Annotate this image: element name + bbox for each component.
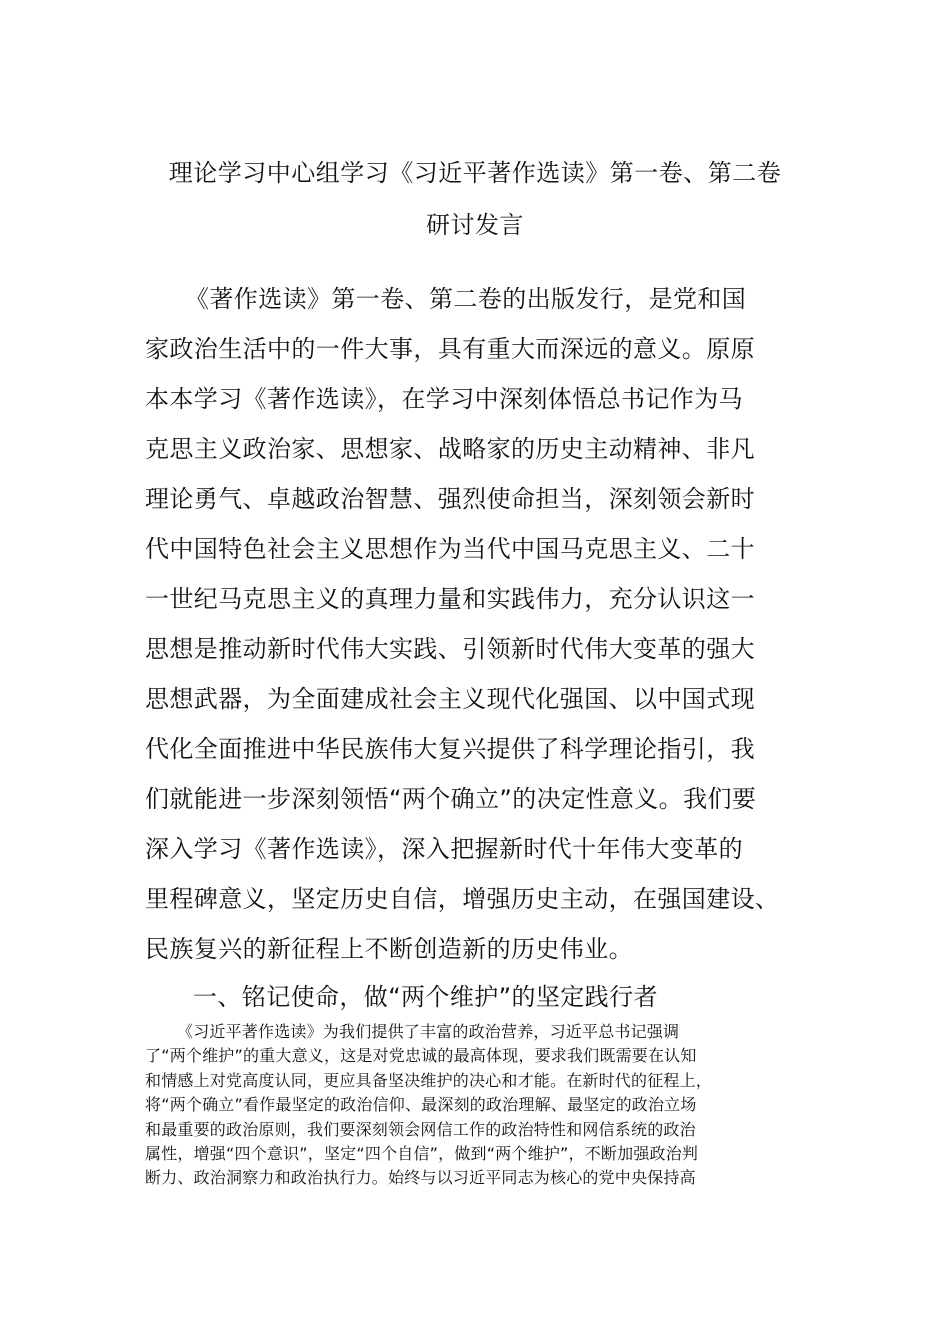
paragraph-1-line: 深入学习《著作选读》，深入把握新时代十年伟大变革的 (145, 835, 743, 863)
paragraph-1-line: 思想是推动新时代伟大实践、引领新时代伟大变革的强大 (145, 635, 755, 663)
paragraph-1-line: 代中国特色社会主义思想作为当代中国马克思主义、二十 (145, 535, 755, 563)
paragraph-1-line: 里程碑意义，坚定历史自信，增强历史主动，在强国建设、 (145, 885, 780, 913)
paragraph-1-line: 克思主义政治家、思想家、战略家的历史主动精神、非凡 (145, 435, 755, 463)
paragraph-2 (145, 1020, 810, 1191)
paragraph-2-line: 将“两个确立”看作最坚定的政治信仰、最深刻的政治理解、最坚定的政治立场 (145, 1095, 697, 1115)
paragraph-2-line: 和情感上对党高度认同，更应具备坚决维护的决心和才能。在新时代的征程上， (145, 1070, 713, 1090)
paragraph-2-line: 断力、政治洞察力和政治执行力。始终与以习近平同志为核心的党中央保持高 (145, 1168, 696, 1188)
paragraph-2-line: 属性，增强“四个意识”，坚定“四个自信”，做到“两个维护”，不断加强政治判 (145, 1143, 699, 1163)
paragraph-1-line: 思想武器，为全面建成社会主义现代化强国、以中国式现 (145, 685, 755, 713)
paragraph-1-line: 代化全面推进中华民族伟大复兴提供了科学理论指引，我 (145, 735, 755, 763)
document-title-line-1: 理论学习中心组学习《习近平著作选读》第一卷、第二卷 (168, 159, 782, 187)
paragraph-2-line: 和最重要的政治原则，我们要深刻领会网信工作的政治特性和网信系统的政治 (145, 1119, 696, 1139)
paragraph-2-line: 了“两个维护”的重大意义，这是对党忠诚的最高体现，要求我们既需要在认知 (145, 1046, 697, 1066)
paragraph-1-line: 本本学习《著作选读》，在学习中深刻体悟总书记作为马 (145, 385, 743, 413)
paragraph-1-line: 家政治生活中的一件大事，具有重大而深远的意义。原原 (145, 335, 755, 363)
paragraph-1-line: 理论勇气、卓越政治智慧、强烈使命担当，深刻领会新时 (145, 485, 755, 513)
paragraph-1-line: 民族复兴的新征程上不断创造新的历史伟业。 (145, 935, 633, 963)
section-1-heading: 一、铭记使命，做“两个维护”的坚定践行者 (193, 983, 658, 1011)
paragraph-1-line: 们就能进一步深刻领悟“两个确立”的决定性意义。我们要 (145, 785, 757, 813)
paragraph-1-line: 《著作选读》第一卷、第二卷的出版发行，是党和国 (185, 285, 747, 313)
paragraph-1-line: 一世纪马克思主义的真理力量和实践伟力，充分认识这一 (145, 585, 755, 613)
document-title-line-2: 研讨发言 (426, 211, 524, 239)
paragraph-2-line: 《习近平著作选读》为我们提供了丰富的政治营养，习近平总书记强调 (177, 1022, 680, 1041)
paragraph-1 (145, 282, 805, 982)
